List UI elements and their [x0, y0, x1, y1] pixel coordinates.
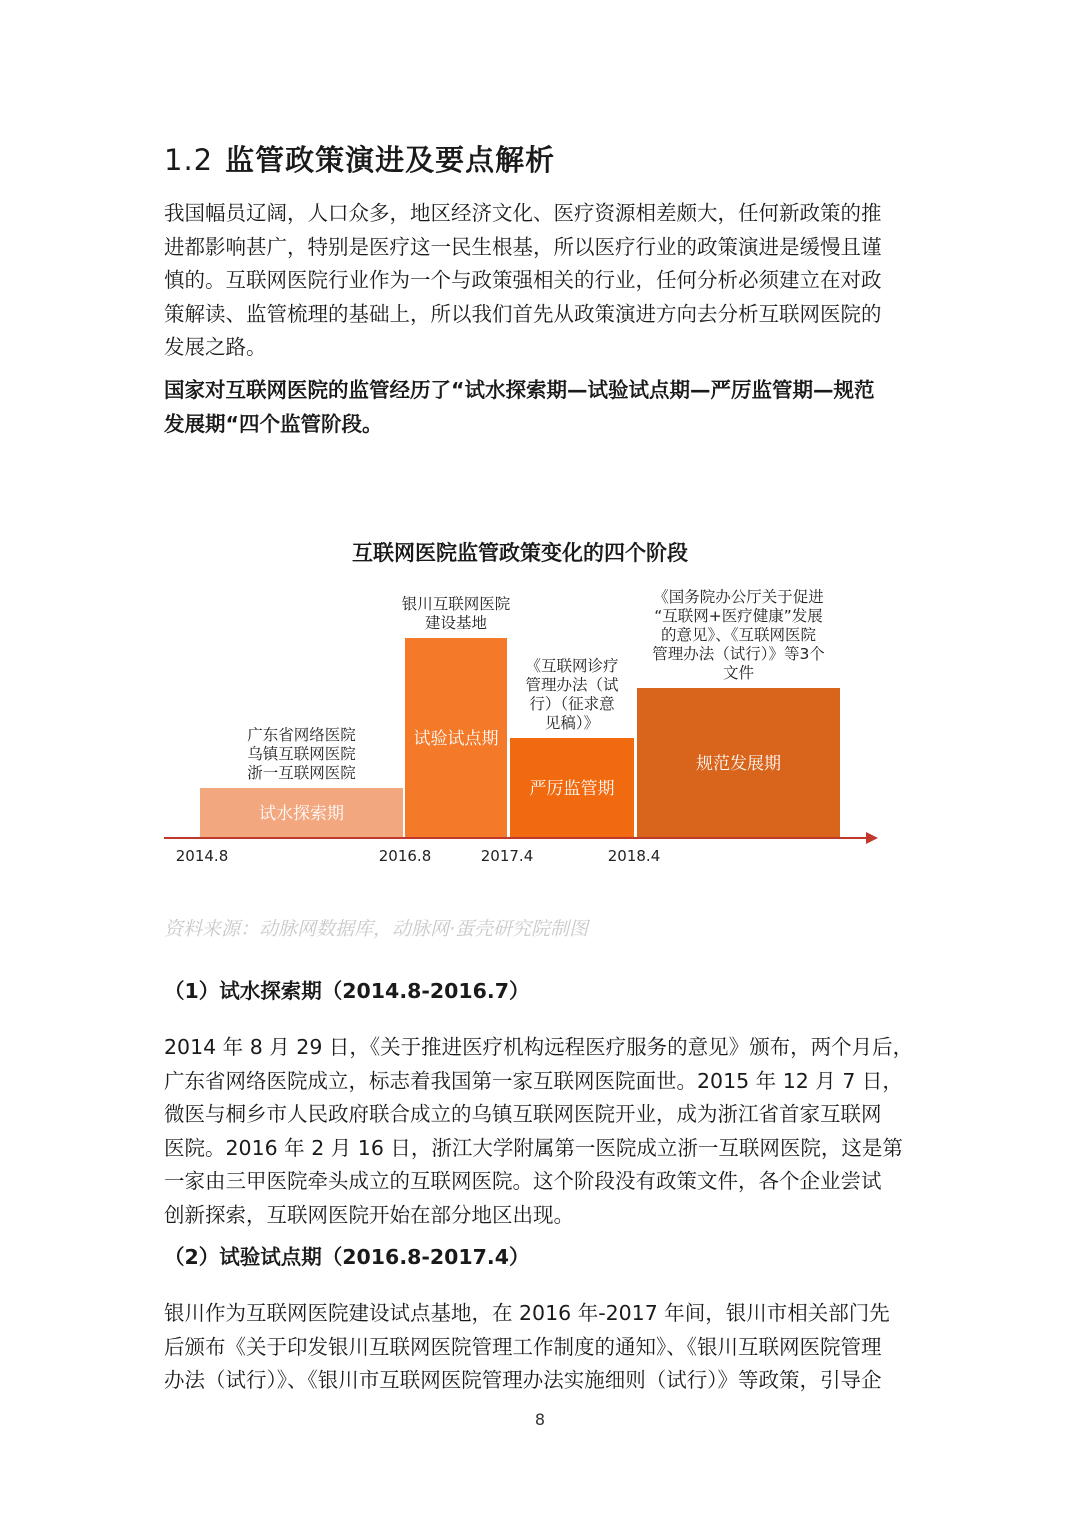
section1-body	[164, 1031, 916, 1232]
paragraph-line: 慎的。互联网医院行业作为一个与政策强相关的行业，任何分析必须建立在对政	[164, 268, 882, 292]
paragraph-line: 我国幅员辽阔，人口众多，地区经济文化、医疗资源相差颇大，任何新政策的推	[164, 201, 882, 225]
paragraph-line: 一家由三甲医院牵头成立的互联网医院。这个阶段没有政策文件，各个企业尝试	[164, 1169, 882, 1193]
bar-label: 试水探索期	[259, 804, 344, 824]
bar-annotation: 浙一互联网医院	[247, 764, 356, 782]
paragraph-line: 银川作为互联网医院建设试点基地，在 2016 年-2017 年间，银川市相关部门先	[164, 1301, 890, 1325]
x-tick-label: 2017.4	[480, 847, 534, 865]
paragraph-line: 后颁布《关于印发银川互联网医院管理工作制度的通知》、《银川互联网医院管理	[164, 1334, 882, 1359]
section2-title: （2）试验试点期（2016.8-2017.4）	[164, 1245, 530, 1269]
bar-annotation: 管理办法（试	[525, 676, 619, 694]
stage-chart	[150, 530, 890, 870]
paragraph-line: 发展之路。	[164, 335, 267, 359]
section1-title: （1）试水探索期（2014.8-2016.7）	[164, 979, 530, 1003]
summary-line: 国家对互联网医院的监管经历了“试水探索期—试验试点期—严厉监管期—规范	[164, 378, 875, 402]
axis-arrow-icon	[866, 832, 878, 844]
paragraph-line: 2014 年 8 月 29 日，《关于推进医疗机构远程医疗服务的意见》颁布，两个月后，	[164, 1035, 914, 1059]
bar-label: 试验试点期	[413, 729, 499, 749]
bar-label: 规范发展期	[696, 754, 781, 774]
bar-annotation: 管理办法（试行）》等3个	[652, 645, 825, 663]
bar-annotation: 见稿）》	[544, 714, 600, 732]
x-tick-label: 2018.4	[607, 847, 661, 865]
bar-annotation: 银川互联网医院	[401, 595, 511, 613]
section-number: 1.2	[164, 143, 214, 177]
paragraph-line: 创新探索，互联网医院开始在部分地区出现。	[164, 1202, 574, 1227]
x-tick-label: 2014.8	[175, 847, 229, 865]
bar-annotation: 行）（征求意	[529, 695, 615, 713]
bar-annotation: 的意见》、《互联网医院	[660, 626, 817, 644]
page-title	[164, 138, 555, 179]
paragraph-line: 策解读、监管梳理的基础上，所以我们首先从政策演进方向去分析互联网医院的	[164, 301, 882, 326]
paragraph-line: 医院。2016 年 2 月 16 日，浙江大学附属第一医院成立浙一互联网医院，这是第	[164, 1135, 903, 1160]
bar-annotation: 《互联网诊疗	[525, 657, 619, 675]
chart-title: 互联网医院监管政策变化的四个阶段	[352, 541, 688, 565]
bar-annotation: “互联网+医疗健康”发展	[654, 607, 823, 625]
paragraph-line: 微医与桐乡市人民政府联合成立的乌镇互联网医院开业，成为浙江省首家互联网	[164, 1102, 882, 1126]
summary-line: 发展期“四个监管阶段。	[164, 411, 383, 436]
intro-paragraph	[164, 197, 916, 365]
section-title: 监管政策演进及要点解析	[225, 143, 556, 177]
bar-annotation: 《国务院办公厅关于促进	[653, 588, 824, 606]
x-tick-label: 2016.8	[378, 847, 432, 865]
bar-annotation: 乌镇互联网医院	[247, 745, 356, 763]
bar-annotation: 建设基地	[424, 614, 488, 632]
bar-annotation: 广东省网络医院	[247, 726, 356, 744]
page-number: 8	[534, 1410, 546, 1429]
bar-label: 严厉监管期	[529, 779, 615, 799]
source-note: 资料来源：动脉网数据库，动脉网·蛋壳研究院制图	[164, 918, 589, 940]
bar-annotation: 文件	[722, 664, 755, 682]
paragraph-line: 进都影响甚广，特别是医疗这一民生根基，所以医疗行业的政策演进是缓慢且谨	[164, 234, 882, 259]
summary-paragraph	[164, 374, 916, 441]
paragraph-line: 办法（试行）》、《银川市互联网医院管理办法实施细则（试行）》等政策，引导企	[164, 1368, 882, 1392]
paragraph-line: 广东省网络医院成立，标志着我国第一家互联网医院面世。2015 年 12 月 7 日，	[164, 1068, 903, 1093]
section2-body	[164, 1297, 916, 1398]
